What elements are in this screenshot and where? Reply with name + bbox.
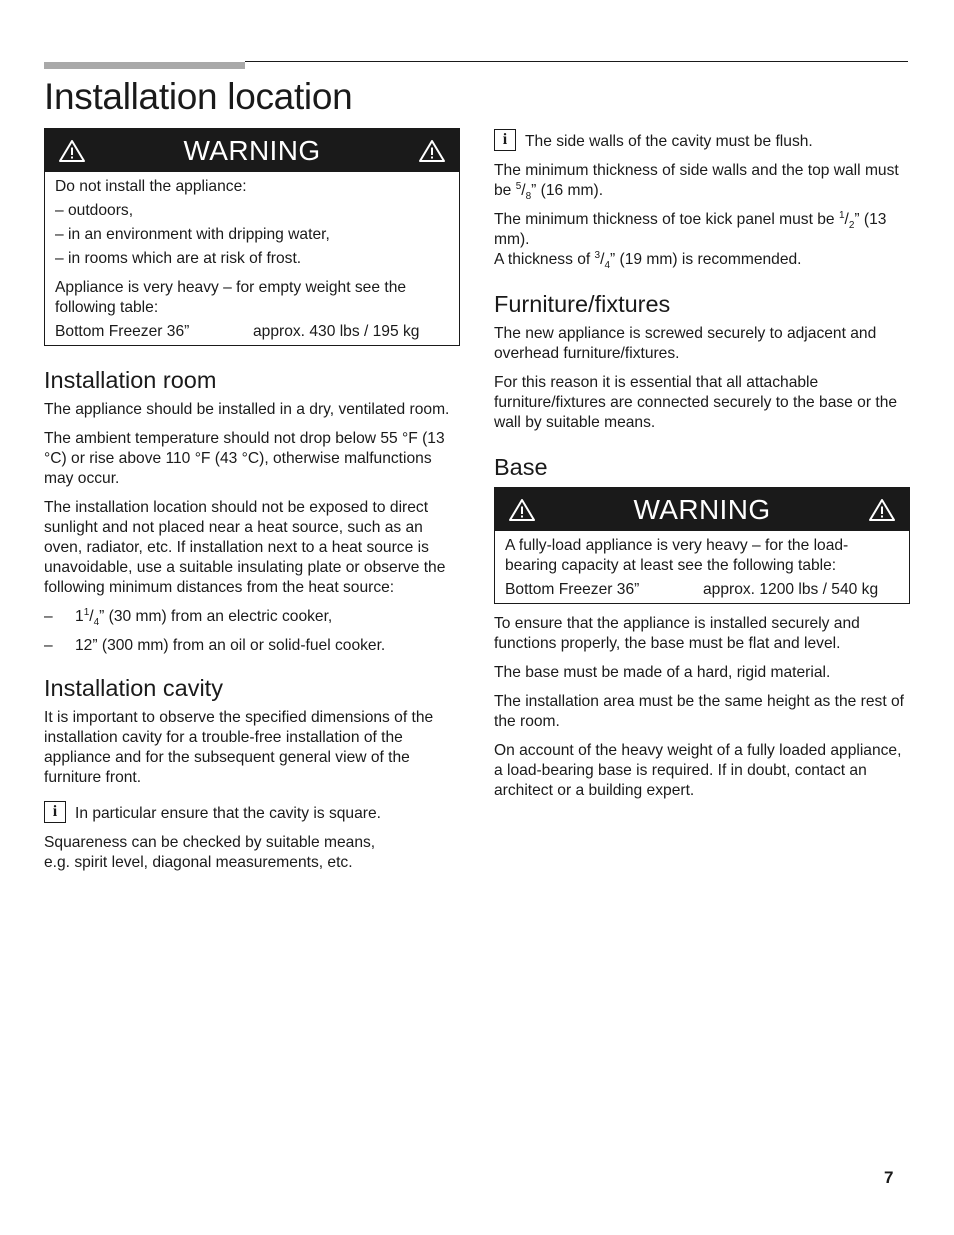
warning-title: WARNING (183, 134, 321, 166)
list-dash: – (44, 637, 53, 654)
warning-body (45, 172, 459, 345)
weight-table-model: Bottom Freezer 36” (55, 323, 190, 340)
warning-box-location (44, 128, 460, 346)
left-column (44, 128, 460, 882)
paragraph: The installation location should not be exposed to direct sunlight and not placed near a heat source, such as an oven, radiator, etc. If installation next to a heat source is unavoidable, use a suitable insulating plate or observe the following minimum distances from the heat source: (44, 499, 446, 596)
page-number: 7 (884, 1168, 894, 1187)
section-heading-base: Base (494, 454, 548, 480)
paragraph: A thickness of $^3/_4$” (19 mm) is recommended. (494, 249, 802, 272)
warning-box-base (494, 487, 910, 604)
list-item (44, 636, 460, 656)
paragraph: Squareness can be checked by suitable means, e.g. spirit level, diagonal measurements, etc. (44, 834, 376, 871)
warning-header (495, 488, 909, 531)
info-text: In particular ensure that the cavity is square. (75, 805, 381, 822)
warning-triangle-icon (508, 498, 536, 522)
warning-item: – in rooms which are at risk of frost. (55, 250, 302, 267)
paragraph: The appliance should be installed in a dry, ventilated room. (44, 401, 450, 418)
paragraph: The installation area must be the same height as the rest of the room. (494, 693, 904, 730)
page-title: Installation location (44, 76, 353, 117)
warning-body (495, 531, 909, 603)
warning-header (45, 129, 459, 172)
weight-note: Appliance is very heavy – for empty weight see the following table: (55, 279, 407, 316)
paragraph: To ensure that the appliance is installed securely and functions properly, the base must be flat and level. (494, 615, 860, 652)
warning-triangle-icon (418, 139, 446, 163)
warning-title: WARNING (633, 493, 771, 525)
info-icon: i (44, 801, 66, 823)
list-item-text: $1^1/_4$” (30 mm) from an electric cooker, (75, 606, 333, 629)
weight-table-value: approx. 430 lbs / 195 kg (253, 323, 420, 340)
warning-intro: Do not install the appliance: (55, 178, 247, 195)
info-note (494, 128, 910, 152)
capacity-table-row (505, 580, 899, 600)
section-heading-installation-room: Installation room (44, 367, 217, 393)
capacity-table-model: Bottom Freezer 36” (505, 581, 640, 598)
paragraph: It is important to observe the specified dimensions of the installation cavity for a trouble-free installation of the appliance and for the subsequent general view of the furniture front. (44, 709, 434, 786)
right-column (494, 128, 910, 810)
section-heading-installation-cavity: Installation cavity (44, 675, 223, 701)
paragraph: The new appliance is screwed securely to adjacent and overhead furniture/fixtures. (494, 325, 877, 362)
capacity-table-value: approx. 1200 lbs / 540 kg (703, 581, 879, 598)
paragraph: On account of the heavy weight of a fully loaded appliance, a load-bearing base is required. If in doubt, contact an architect or a building expert. (494, 742, 902, 799)
paragraph: For this reason it is essential that all attachable furniture/fixtures are connected securely to the base or the wall by suitable means. (494, 374, 898, 431)
list-dash: – (44, 608, 53, 625)
paragraph: The base must be made of a hard, rigid material. (494, 664, 831, 681)
info-text: The side walls of the cavity must be flush. (525, 133, 813, 150)
paragraph: The minimum thickness of side walls and the top wall must be $^5/_8$” (16 mm). (494, 162, 899, 203)
info-icon: i (494, 129, 516, 151)
warning-text: A fully-load appliance is very heavy – for the load-bearing capacity at least see the following table: (505, 537, 849, 574)
header-rule (245, 61, 908, 62)
warning-item: – outdoors, (55, 202, 134, 219)
warning-item: – in an environment with dripping water, (55, 226, 330, 243)
info-note (44, 800, 460, 824)
section-heading-furniture: Furniture/fixtures (494, 291, 671, 317)
list-item-text: 12” (300 mm) from an oil or solid-fuel cooker. (75, 637, 386, 654)
paragraph: The ambient temperature should not drop below 55 °F (13 °C) or rise above 110 °F (43 °C), otherwise malfunctions may occur. (44, 430, 445, 487)
warning-triangle-icon (58, 139, 86, 163)
header-accent-bar (44, 62, 245, 69)
list-item (44, 607, 460, 627)
paragraph: The minimum thickness of toe kick panel must be $^1/_2$” (13 mm). (494, 209, 887, 248)
weight-table-row (55, 322, 449, 342)
warning-triangle-icon (868, 498, 896, 522)
distance-list (44, 607, 460, 656)
